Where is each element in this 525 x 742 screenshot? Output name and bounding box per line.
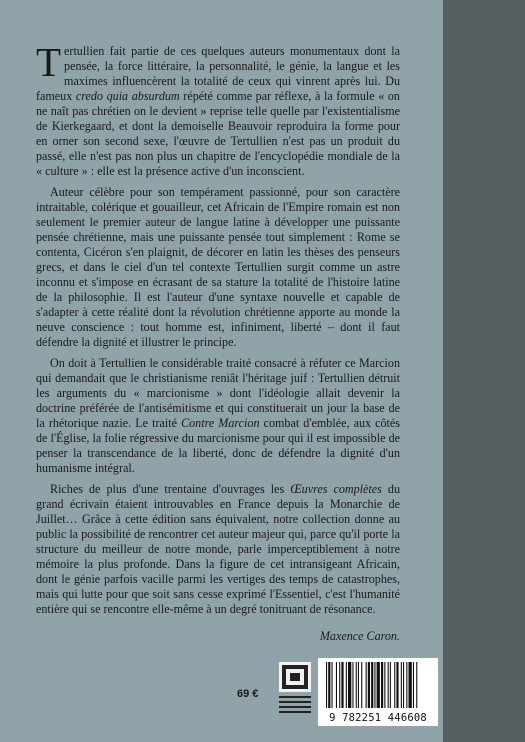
paragraph-1 bbox=[36, 39, 400, 179]
paragraph-4 bbox=[36, 482, 400, 617]
publisher-logo-icon bbox=[279, 662, 311, 713]
back-cover-text bbox=[36, 39, 401, 650]
dropcap: T bbox=[36, 39, 62, 85]
author-signature: Maxence Caron. bbox=[319, 629, 400, 643]
spine-strip bbox=[443, 0, 525, 742]
p4-text: Riches de plus d'une trentaine d'ouvrages les bbox=[50, 482, 291, 496]
barcode-bars bbox=[318, 658, 438, 712]
paragraph-2: Auteur célèbre pour son tempérament passionné, pour son caractère intraitable, colérique et gouailleur, cet Africain de l'Empire romain est non seulement le premier auteur de langue latine à développer une puissante pensée chrétienne, mais une puissante pensée tout simplement : Rome se contenta, Cicéron s'en plaignit, de décorer en latin les thèses des penseurs grecs, et dans le ciel d'un tel contexte Tertullien surgit comme un astre inconnu et s'impose en écrasant de sa stature la totalité de l'histoire latine de la philosophie. Il est l'auteur d'une syntaxe nouvelle et capable de s'adapter à cette réalité dont la révolution chrétienne apporte au monde la neuve conscience : tout homme est, infiniment, liberté – dont il faut défendre la dignité et illustrer le principe. bbox=[36, 185, 400, 349]
p4-italic: Œuvres complètes bbox=[290, 482, 382, 496]
p1-italic: credo quia absurdum bbox=[75, 89, 180, 103]
isbn-digits: 9 782251 446608 bbox=[329, 712, 427, 724]
barcode bbox=[318, 658, 438, 726]
price: 69 € bbox=[237, 688, 259, 700]
p1-rest: répété comme par réflexe, à la formule « on ne naît pas chrétien on le devient » reprise telle quelle par l'existentialisme de Kierkegaard, et dont la demoiselle Beauvoir reproduira la forme pour en orner son second sexe, l'œuvre de Tertullien n'est pas un produit du passé, elle n'est pas non plus un chapitre de l'encyclopédie mondiale de la « culture » : elle est la présence active d'un inconscient. bbox=[36, 89, 400, 178]
p3-rest: combat d'emblée, aux côtés de l'Église, la folie régressive du marcionisme pour qui il est impossible de penser la transcendance de la liberté, donc de défendre la dignité d'un humanisme intégral. bbox=[36, 416, 400, 475]
p3-italic: Contre Marcion bbox=[181, 416, 260, 430]
p1-text: ertullien fait partie de ces quelques auteurs monumentaux dont la pensée, la force littéraire, la personnalité, le génie, la langue et les maximes influencèrent la totalité de ceux qui vinrent après lui. Du fameux bbox=[36, 44, 400, 103]
footer bbox=[0, 654, 443, 734]
paragraph-3 bbox=[36, 356, 400, 476]
p4-rest: du grand écrivain étaient introuvables en France depuis la Monarchie de Juillet… Grâce à cette édition sans équivalent, notre collection donne au public la possibilité de rencontrer cet auteur majeur qui, parce qu'il porte la structure du meilleur de notre monde, parle imperceptiblement à notre mémoire la plus profonde. Dans la figure de cet intransigeant Africain, dont le génie parfois vacille parmi les vertiges des temps de catastrophes, mais qui lutte pour que soit sans cesse exprimé l'Essentiel, c'est l'humanité entière qui se rencontre elle-même à un degré tonitruant de résonance. bbox=[36, 482, 401, 616]
publisher-logo bbox=[276, 660, 314, 718]
p3-text: On doit à Tertullien le considérable traité consacré à réfuter ce Marcion qui demandait que le christianisme reniât l'héritage juif : Tertullien détruit les arguments du « marcionisme » dont l'idéologie allait devenir la doctrine préférée de l'antisémitisme et qui constituerait un jour la base de la rhétorique nazie. Le traité bbox=[36, 356, 400, 430]
